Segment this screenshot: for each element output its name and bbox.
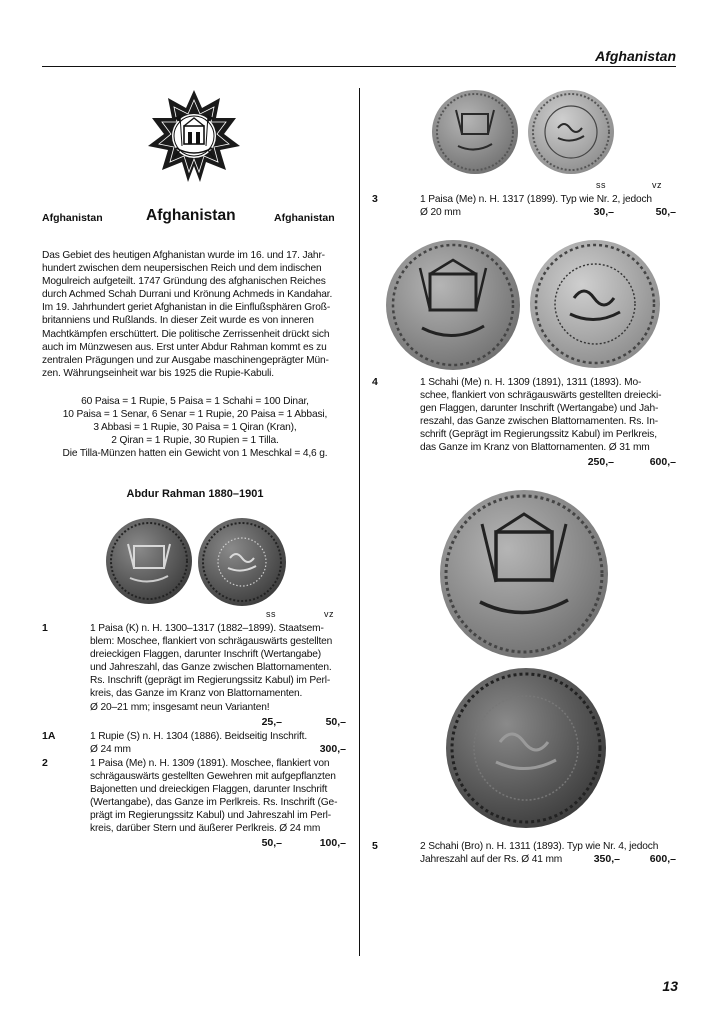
entry-3-description: 1 Paisa (Me) n. H. 1317 (1899). Typ wie Nr. 2, jedoch Ø 20 mm	[420, 194, 652, 219]
entry-1-description: 1 Paisa (K) n. H. 1300–1317 (1882–1899). Staatsem- blem: Moschee, flankiert von schrägauswärts gestellten dreieckigen Flaggen, darunter Inschrift (Wertangabe) und Jahreszahl, das Ganze zwischen Blattornamenten. Rs. Inschrift (geprägt im Regierungssitz Kabul) im Perl- kreis, das Ganze im Kranz von Blattornamenten. Ø 20–21 mm; insgesamt neun Varianten!	[90, 623, 333, 713]
price-ss: 30,–	[593, 206, 614, 218]
price-vz: 50,–	[655, 206, 676, 218]
price-ss: 25,–	[261, 716, 282, 728]
price-vz: 50,–	[325, 716, 346, 728]
grade-vz-label: vz	[324, 609, 334, 619]
heading-left: Afghanistan	[42, 212, 103, 224]
currency-block: 60 Paisa = 1 Rupie, 5 Paisa = 1 Schahi = 100 Dinar, 10 Paisa = 1 Senar, 6 Senar = 1 Rupie, 20 Paisa = 1 Abbasi, 3 Abbasi = 1 Rupie, 30 Paisa = 1 Qiran (Kran), 2 Qiran = 1 Rupie, 30 Rupien = 1 Tilla. Die Tilla-Münzen hatten ein Gewicht von 1 Meschkal = 4,6 g.	[62, 396, 328, 460]
price-vz: 100,–	[319, 837, 346, 849]
coin-1-reverse	[198, 518, 286, 606]
price-ss: 250,–	[587, 456, 614, 468]
coin-4-reverse	[530, 240, 660, 368]
grade-ss-label: ss	[266, 609, 276, 619]
coin-3-reverse	[528, 90, 614, 174]
header-rule	[42, 66, 676, 67]
page-header-title: Afghanistan	[595, 48, 676, 64]
coin-3-obverse	[432, 90, 518, 174]
column-divider	[359, 88, 360, 956]
entry-number: 1A	[42, 730, 56, 742]
price-vz: 600,–	[649, 456, 676, 468]
entry-5-description: 2 Schahi (Bro) n. H. 1311 (1893). Typ wie Nr. 4, jedoch Jahreszahl auf der Rs. Ø 41 mm	[420, 841, 659, 866]
entry-number: 5	[372, 840, 378, 852]
price-ss: 350,–	[593, 853, 620, 865]
section-title: Afghanistan	[146, 207, 236, 224]
ruler-heading: Abdur Rahman 1880–1901	[126, 488, 264, 500]
intro-paragraph: Das Gebiet des heutigen Afghanistan wurde im 16. und 17. Jahr- hundert zwischen dem neupersischen Reich und dem indischen Mogulreich aufgeteilt. 1747 Gründung des afghanischen Reiches durch Achmed Schah Durrani und Krönung Achmeds in Kandahar. Im 19. Jahrhundert geriet Afghanistan in die Einflußsphären Groß- britanniens und Rußlands. In dieser Zeit wurde es von inneren Machtkämpfen erschüttert. Die politische Zerrissenheit drückt sich auch im Münzwesen aus. Erst unter Abdur Rahman kommt es zu zentralen Prägungen und zur Ausgabe maschinengeprägter Mün- zen. Währungseinheit war bis 1925 die Rupie-Kabuli.	[42, 250, 333, 379]
afghanistan-emblem-icon	[140, 88, 248, 184]
price-ss: 50,–	[261, 837, 282, 849]
coin-4-obverse	[386, 240, 520, 370]
entry-number: 3	[372, 193, 378, 205]
coin-5-reverse	[446, 668, 606, 828]
grade-vz-label: vz	[652, 180, 662, 190]
entry-number: 1	[42, 622, 48, 634]
coin-1-obverse	[106, 518, 192, 604]
entry-number: 4	[372, 376, 378, 388]
entry-4-description: 1 Schahi (Me) n. H. 1309 (1891), 1311 (1893). Mo- schee, flankiert von schrägauswärts gestellten dreiecki- gen Flaggen, darunter Inschrift (Wertangabe) und Jah- reszahl, das Ganze zwischen Blattornamenten. Rs. In- schrift (Geprägt im Regierungssitz Kabul) im Perlkreis, das Ganze im Kranz von Blattornamenten. Ø 31 mm	[420, 377, 662, 454]
heading-right: Afghanistan	[274, 212, 335, 224]
entry-2-description: 1 Paisa (Me) n. H. 1309 (1891). Moschee, flankiert von schrägauswärts gestellten Gewehren mit aufgepflanzten Bajonetten und dreieckigen Flaggen, darunter Inschrift (Wertangabe), das Ganze im Perlkreis. Rs. Inschrift (Ge- prägt im Regierungssitz Kabul) und Jahreszahl im Perl- kreis, darüber Stern und äußerer Perlkreis. Ø 24 mm	[90, 758, 338, 835]
page-number: 13	[662, 978, 678, 994]
grade-ss-label: ss	[596, 180, 606, 190]
price-vz: 600,–	[649, 853, 676, 865]
entry-1a-description: 1 Rupie (S) n. H. 1304 (1886). Beidseitig Inschrift. Ø 24 mm	[90, 731, 308, 756]
price-vz: 300,–	[319, 743, 346, 755]
coin-5-obverse	[440, 490, 608, 658]
entry-number: 2	[42, 757, 48, 769]
